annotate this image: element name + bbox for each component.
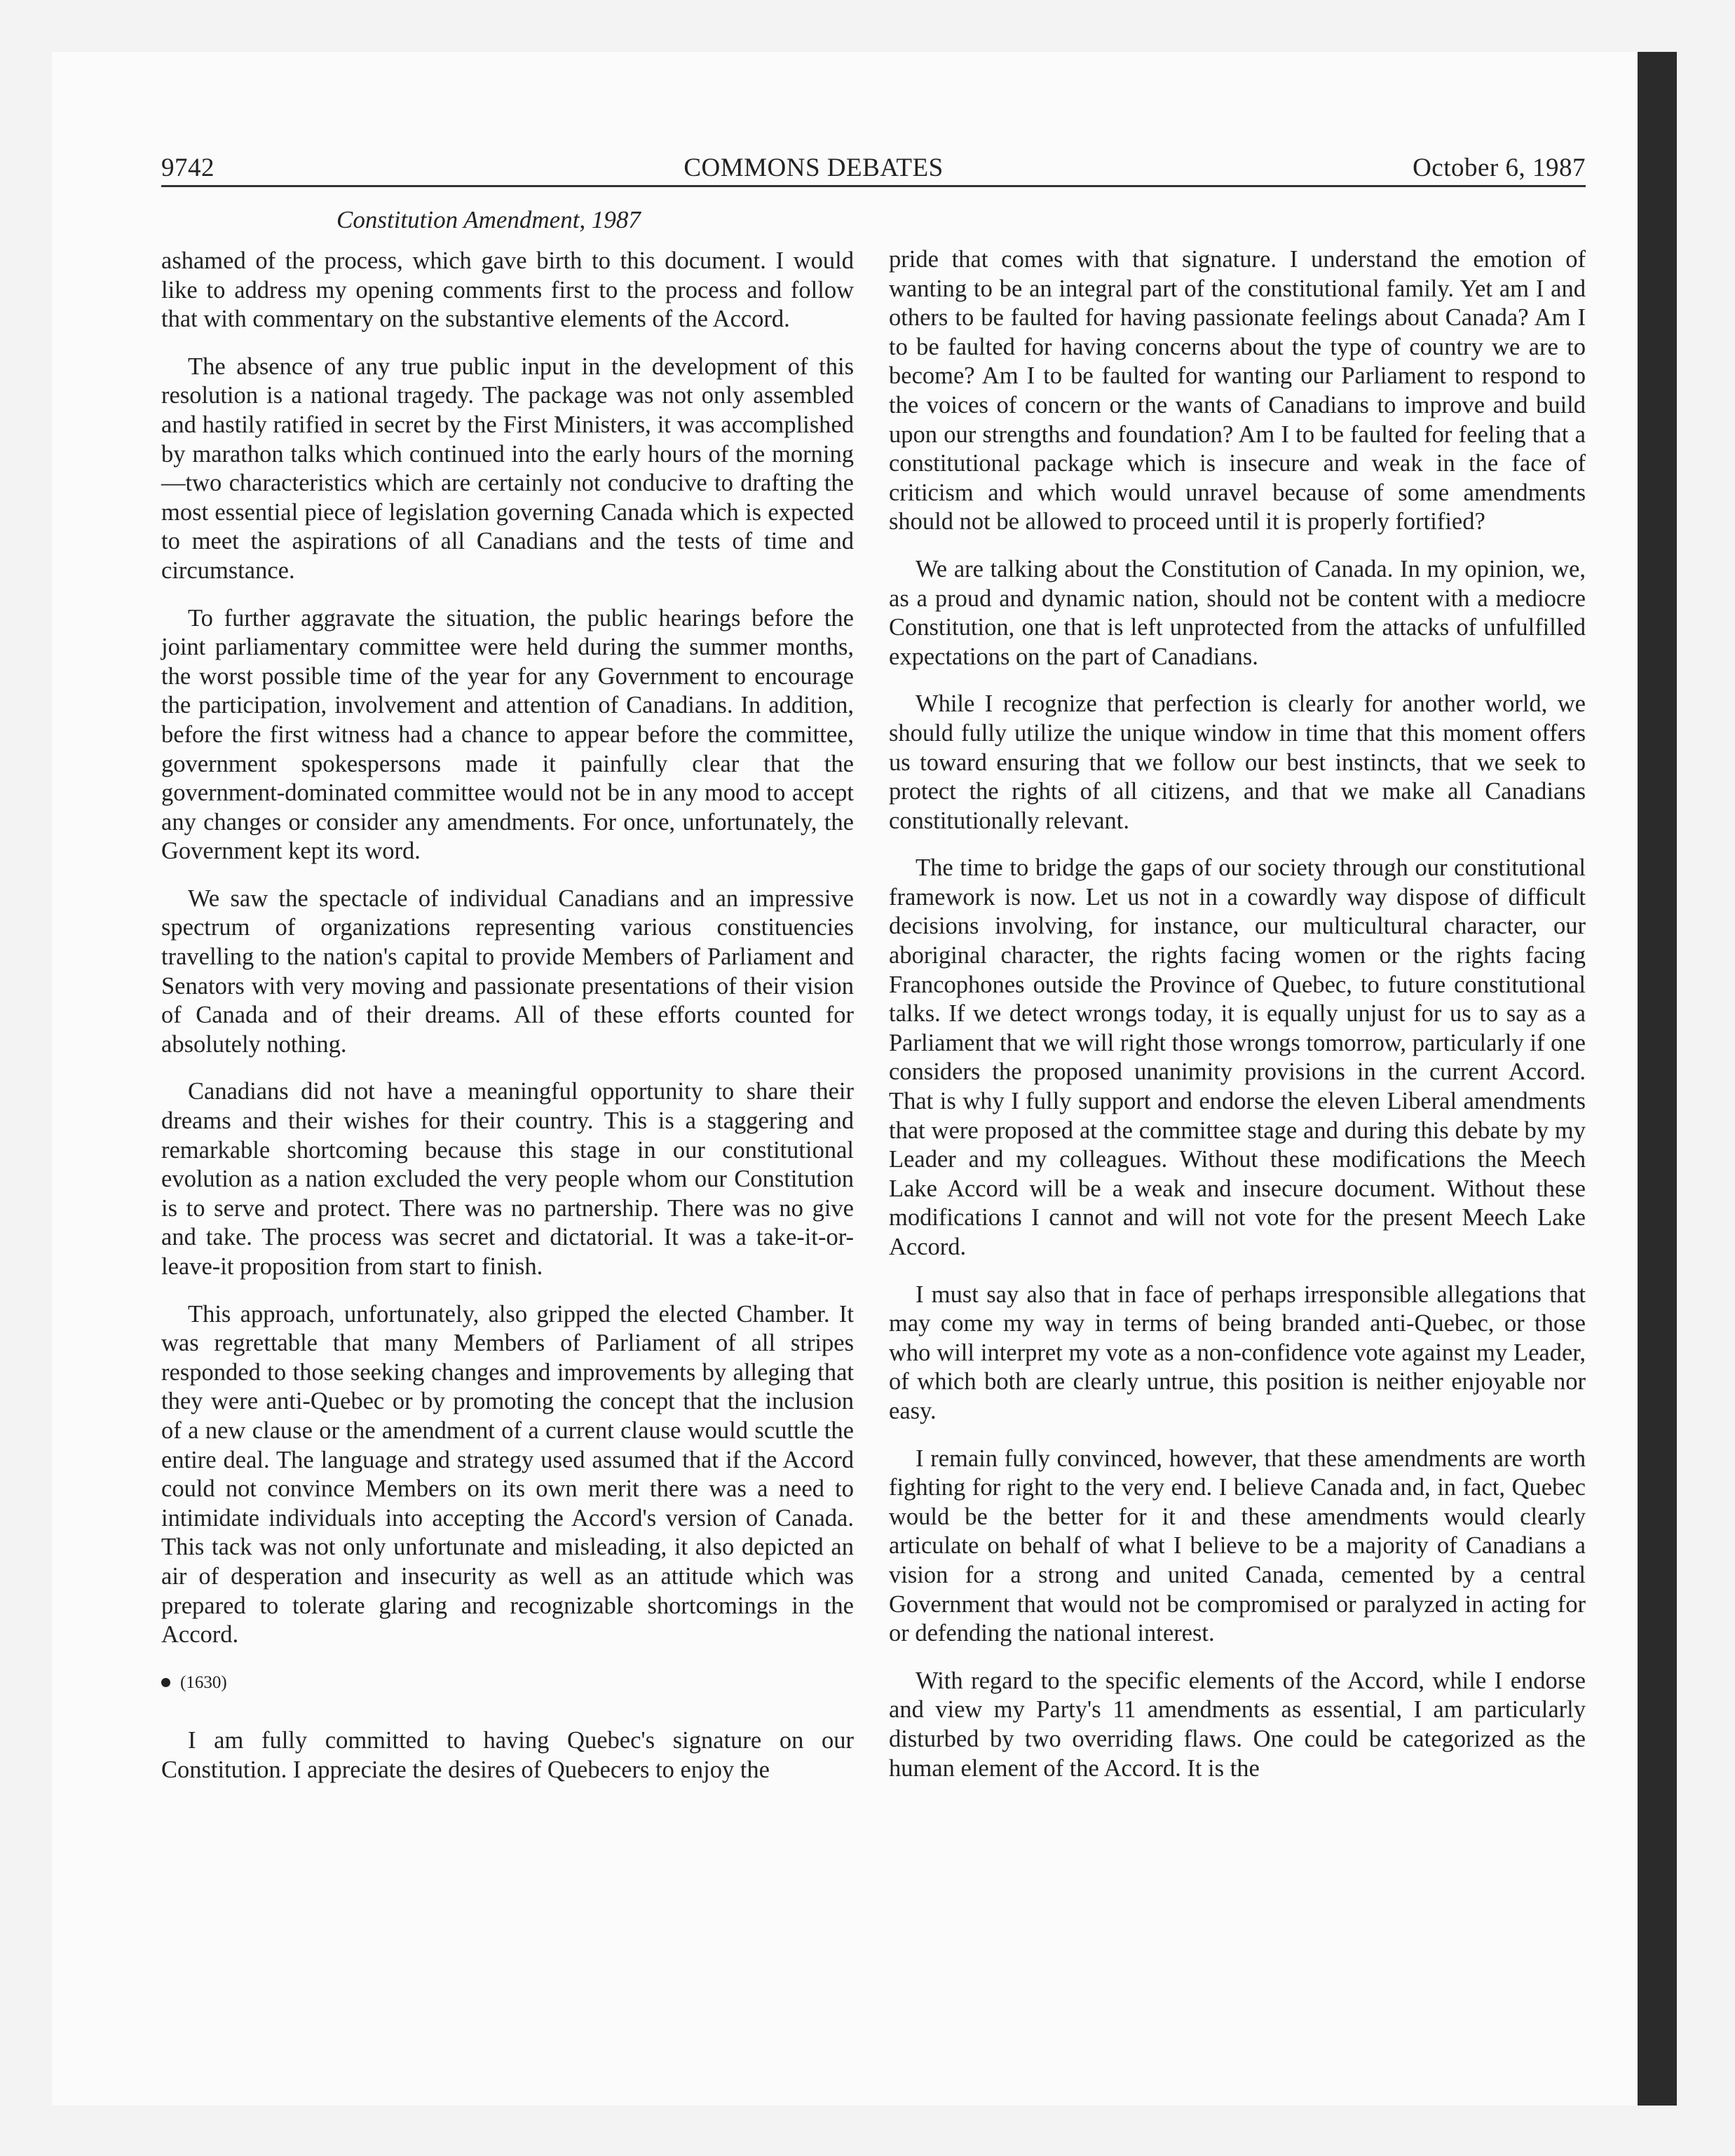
paragraph: We are talking about the Constitution of Canada. In my opinion, we, as a proud and dynamic nation, should not be content with a mediocre Constitution, one that is left unprotected from the attacks of unfulfilled expectations on the part of Canadians.	[889, 555, 1586, 670]
paragraph: Canadians did not have a meaningful opportunity to share their dreams and their wishes for their country. This is a staggering and remarkable shortcoming because this stage in our constitutional evolution as a nation excluded the very people whom our Constitution is to serve and protect. There was no partnership. There was no give and take. The process was secret and dictatorial. It was a take-it-or-leave-it proposition from start to finish.	[161, 1078, 854, 1280]
paragraph: While I recognize that perfection is clearly for another world, we should fully utilize the unique window in time that this moment offers us toward ensuring that we follow our best instincts, that we seek to protect the rights of all citizens, and that we make all Canadians constitutionally relevant.	[889, 690, 1586, 834]
paragraph: With regard to the specific elements of the Accord, while I endorse and view my Party's 11 amendments as essential, I am particularly disturbed by two overriding flaws. One could be categorized as the human element of the Accord. It is the	[889, 1667, 1586, 1782]
paragraph: We saw the spectacle of individual Canadians and an impressive spectrum of organizations representing various constituencies travelling to the nation's capital to provide Members of Parliament and Senators with very moving and passionate presentations of their vision of Canada and of their dreams. All of these efforts counted for absolutely nothing.	[161, 885, 854, 1058]
paragraph: I must say also that in face of perhaps irresponsible allegations that may come my way in terms of being branded anti-Quebec, or those who will interpret my vote as a non-confidence vote against my Leader, of which both are clearly untrue, this position is neither enjoyable nor easy.	[889, 1281, 1586, 1424]
paragraph: ashamed of the process, which gave birth to this document. I would like to address my opening comments first to the process and follow that with commentary on the substantive elements of the Accord.	[161, 247, 854, 333]
paragraph: pride that comes with that signature. I understand the emotion of wanting to be an integral part of the constitutional family. Yet am I and others to be faulted for having passionate feelings about Canada? Am I to be faulted for having concerns about the type of country we are to become? Am I to be faulted for wanting our Parliament to respond to the voices of concern or the wants of Canadians to improve and build upon our strengths and foundation? Am I to be faulted for feeling that a constitutional package which is insecure and weak in the face of criticism and which would unravel because of some amendments should not be allowed to proceed until it is properly fortified?	[889, 246, 1586, 535]
paragraph: The absence of any true public input in the development of this resolution is a national tragedy. The package was not only assembled and hastily ratified in secret by the First Ministers, it was accomplished by marathon talks which continued into the early hours of the morning—two characteristics which are certainly not conducive to drafting the most essential piece of legislation governing Canada which is expected to meet the aspirations of all Canadians and the tests of time and circumstance.	[161, 353, 854, 584]
publication-date: October 6, 1987	[1413, 153, 1586, 182]
bullet-dot-icon	[161, 1678, 170, 1687]
paragraph: I am fully committed to having Quebec's signature on our Constitution. I appreciate the desires of Quebecers to enjoy the	[161, 1727, 854, 1783]
page-number: 9742	[161, 153, 215, 182]
paragraph: To further aggravate the situation, the public hearings before the joint parliamentary committee were held during the summer months, the worst possible time of the year for any Government to encourage the participation, involvement and attention of Canadians. In addition, before the first witness had a chance to appear before the committee, government spokespersons made it painfully clear that the government-dominated committee would not be in any mood to accept any changes or consider any amendments. For once, unfortunately, the Government kept its word.	[161, 604, 854, 865]
time-marker-label: (1630)	[180, 1672, 227, 1692]
publication-title: COMMONS DEBATES	[683, 153, 944, 182]
right-column	[889, 245, 1586, 1801]
paragraph: This approach, unfortunately, also gripped the elected Chamber. It was regrettable that many Members of Parliament of all stripes responded to those seeking changes and improvements by alleging that they were anti-Quebec or by promoting the concept that the inclusion of a new clause or the amendment of a current clause would scuttle the entire deal. The language and strategy used assumed that if the Accord could not convince Members on its own merit there was a need to intimidate individuals into accepting the Accord's version of Canada. This tack was not only unfortunate and misleading, it also depicted an air of desperation and insecurity as well as an attitude which was prepared to tolerate glaring and recognizable shortcomings in the Accord.	[161, 1300, 854, 1649]
scan-edge-bar	[1638, 52, 1677, 2106]
paragraph: I remain fully convinced, however, that these amendments are worth fighting for right to the very end. I believe Canada and, in fact, Quebec would be the better for it and these amendments would clearly articulate on behalf of what I believe to be a majority of Canadians a vision for a strong and united Canada, cemented by a central Government that would not be compromised or paralyzed in acting for or defending the national interest.	[889, 1445, 1586, 1647]
section-title: Constitution Amendment, 1987	[336, 206, 641, 233]
page-header	[161, 153, 1586, 183]
header-rule	[161, 185, 1586, 187]
time-marker	[161, 1668, 854, 1698]
paragraph: The time to bridge the gaps of our society through our constitutional framework is now. Let us not in a cowardly way dispose of difficult decisions involving, for instance, our multicultural character, our aboriginal character, the rights facing women or the rights facing Francophones outside the Province of Quebec, to future constitutional talks. If we detect wrongs today, it is equally unjust for us to say as a Parliament that we will right those wrongs tomorrow, particularly if one considers the proposed unanimity provisions in the current Accord. That is why I fully support and endorse the eleven Liberal amendments that were proposed at the committee stage and during this debate by my Leader and my colleagues. Without these modifications the Meech Lake Accord will be a weak and insecure document. Without these modifications I cannot and will not vote for the present Meech Lake Accord.	[889, 854, 1586, 1260]
left-column	[161, 247, 854, 1803]
